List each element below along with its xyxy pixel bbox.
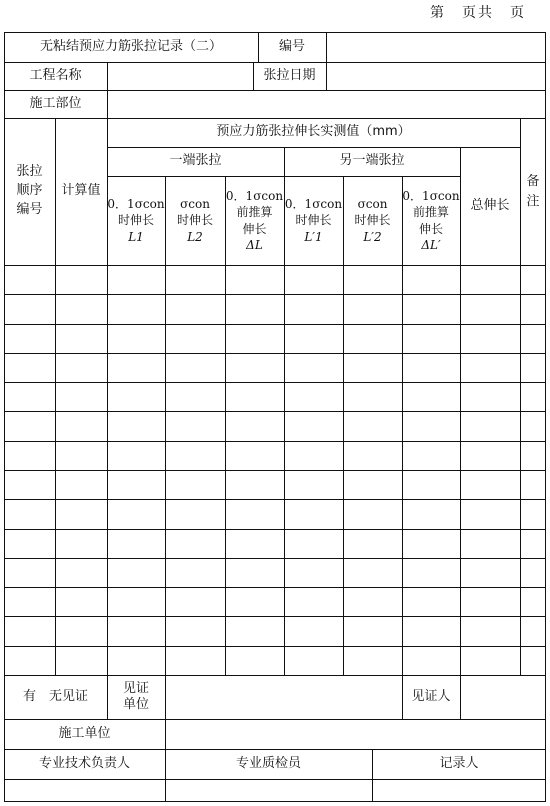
delta-l-header: 0．1σcon 前推算 伸长 ΔL — [225, 189, 284, 252]
total-elongation-header: 总伸长 — [470, 197, 510, 213]
number-value[interactable] — [326, 32, 546, 62]
construction-location-value[interactable] — [107, 90, 546, 118]
table-row-divider — [4, 294, 546, 295]
project-name-value[interactable] — [107, 62, 253, 90]
table-row-divider — [4, 382, 546, 383]
table-row-divider — [4, 353, 546, 354]
form-title: 无粘结预应力筋张拉记录（二） — [39, 38, 222, 54]
recorder-label: 记录人 — [439, 755, 479, 771]
table-row-divider — [4, 499, 546, 500]
construction-location-label: 施工部位 — [29, 95, 82, 111]
table-row-divider — [4, 470, 546, 471]
l2-prime-header: σcon 时伸长 L′2 — [354, 197, 391, 244]
recorder-signature[interactable] — [372, 779, 546, 802]
tension-date-value[interactable] — [326, 62, 546, 90]
l2-header: σcon 时伸长 L2 — [176, 197, 213, 244]
sequence-number-header: 张拉 顺序 编号 — [16, 164, 43, 217]
tension-date-label: 张拉日期 — [263, 67, 316, 83]
witness-person-label: 见证人 — [411, 688, 451, 704]
witness-unit-label: 见证 单位 — [122, 680, 149, 712]
quality-inspector-label: 专业质检员 — [235, 755, 301, 771]
table-row-divider — [4, 587, 546, 588]
tech-lead-label: 专业技术负责人 — [38, 755, 130, 771]
project-name-label: 工程名称 — [29, 67, 82, 83]
remark-header: 备 注 — [526, 174, 540, 209]
construction-unit-label: 施工单位 — [58, 725, 111, 741]
l1-header: 0．1σcon 时伸长 L1 — [107, 197, 165, 244]
table-row-divider — [4, 324, 546, 325]
table-row-divider — [4, 441, 546, 442]
quality-inspector-signature[interactable] — [165, 779, 372, 802]
table-row-divider — [4, 529, 546, 530]
construction-unit-value[interactable] — [165, 719, 546, 749]
witness-unit-value[interactable] — [165, 675, 402, 719]
calculated-value-header: 计算值 — [61, 183, 101, 199]
table-row-divider — [4, 646, 546, 647]
table-row-divider — [4, 616, 546, 617]
delta-l-prime-header: 0．1σcon 前推算 伸长 ΔL′ — [402, 189, 460, 252]
page-number: 第 页共 页 — [430, 5, 526, 21]
table-row-divider — [4, 558, 546, 559]
witness-person-value[interactable] — [460, 675, 546, 719]
one-end-tension-header: 一端张拉 — [169, 153, 222, 169]
l1-prime-header: 0．1σcon 时伸长 L′1 — [284, 197, 343, 244]
witness-choice-label: 有 无见证 — [22, 688, 88, 704]
tech-lead-signature[interactable] — [4, 779, 165, 802]
other-end-tension-header: 另一端张拉 — [339, 153, 405, 169]
table-row-divider — [4, 411, 546, 412]
measured-elongation-header: 预应力筋张拉伸长实测值（mm） — [216, 124, 411, 140]
number-label: 编号 — [278, 38, 305, 54]
